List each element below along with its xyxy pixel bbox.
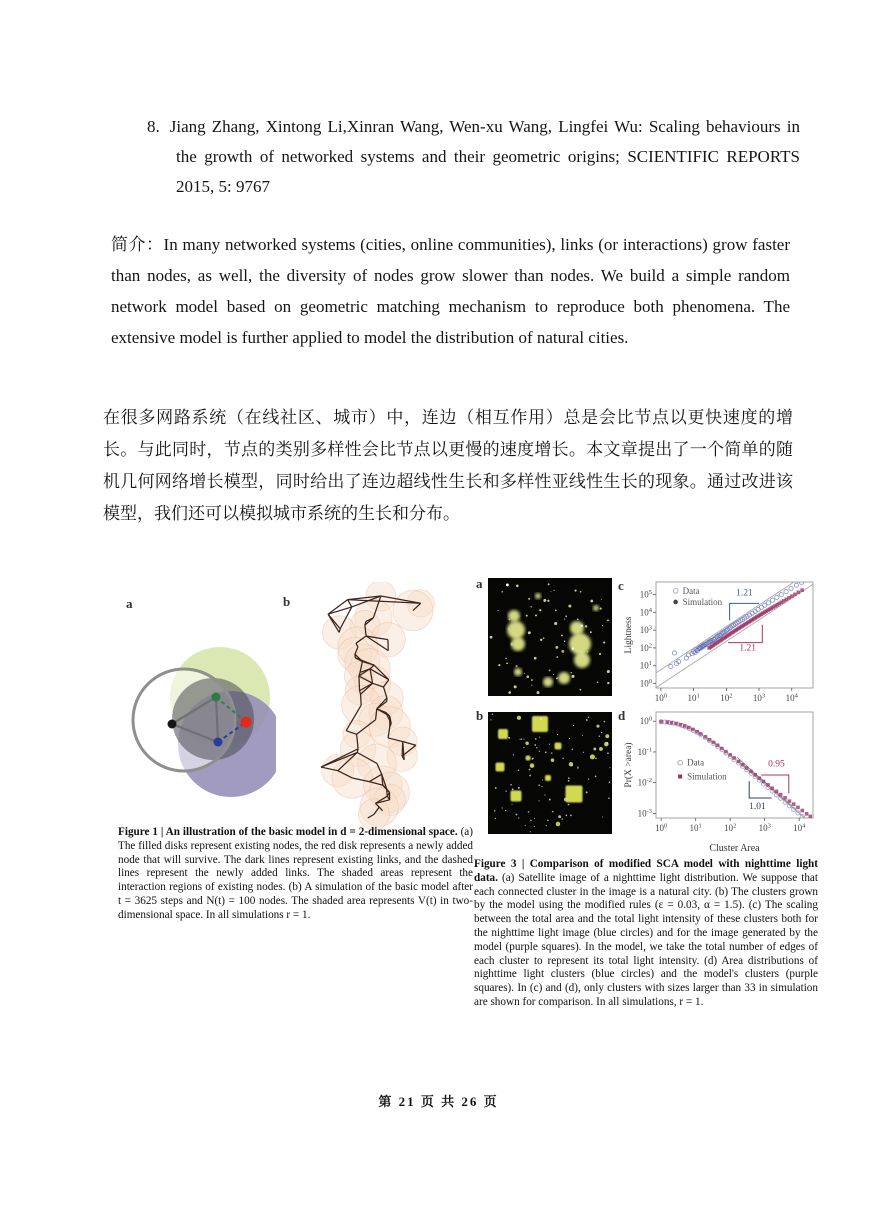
svg-text:Cluster Area: Cluster Area [709,843,760,854]
svg-text:101: $10^1$ [639,660,652,671]
svg-text:100: $10^0$ [639,678,652,689]
figure1-caption-body: (a) The filled disks represent existing nodes, the red disk represents a newly added node that will survive. The dark lines represent existing links, and the dashed lines represent the newly added links. The shaded areas represent the interaction regions of existing nodes. (b) A simulation of the basic model after t = 3625 steps and N(t) = 100 nodes. The shaded area represents V(t) in two-dimensional space. In all simulations r = 1. [118,826,473,921]
svg-text:102: $10^2$ [639,642,652,653]
figure1-caption [118,826,473,923]
svg-text:0.95: 0.95 [768,759,785,770]
svg-text:103: $10^3$ [758,822,771,833]
abstract-text: In many networked systems (cities, online communities), links (or interactions) grow faster than nodes, as well, the diversity of nodes grow slower than nodes. We build a simple random network model based on geometric matching mechanism to reproduce both phenomena. The extensive model is further applied to model the distribution of natural cities. [111,235,791,347]
svg-text:100: $10^0$ [655,822,668,833]
svg-text:10-1: $10^{-1}$ [637,746,652,757]
page-footer [0,1091,877,1110]
svg-text:101: $10^1$ [687,692,700,703]
svg-text:104: $10^4$ [793,822,806,833]
existing-node-black [168,720,177,729]
reference-item [147,112,800,202]
existing-node-green [212,693,221,702]
nighttime-light-satellite-image [488,578,612,696]
svg-text:Data: Data [687,757,705,768]
fig3-plot-area-distribution [622,706,818,854]
svg-text:Simulation: Simulation [687,771,727,782]
svg-text:10-2: $10^{-2}$ [637,777,652,788]
svg-text:103: $10^3$ [639,624,652,636]
figure1-panel-b-label: b [283,594,291,609]
figure3-caption-lead: Figure 3 | Comparison of modified SCA model with nighttime light data. [474,858,818,884]
svg-text:102: $10^2$ [720,692,733,703]
figure1-panel-b-network [278,582,470,832]
svg-text:Pr(X >area): Pr(X >area) [624,742,634,788]
reference-number: 8. [147,117,160,136]
abstract-label: 简介： [111,235,164,254]
figure3-panel-d-label: d [618,708,626,723]
existing-node-blue [214,738,223,747]
svg-text:100: $10^0$ [639,715,652,727]
new-node-red [241,717,252,728]
svg-text:105: $10^5$ [639,588,652,600]
reference-text: Jiang Zhang, Xintong Li,Xinran Wang, Wen-xu Wang, Lingfei Wu: Scaling behaviours in the growth of networked systems and their geometric origins; SCIENTIFIC REPORTS 2015, 5: 9767 [169,117,800,196]
figure1-panel-a-label: a [126,596,133,611]
svg-text:102: $10^2$ [724,822,737,833]
svg-text:104: $10^4$ [785,692,798,703]
svg-text:104: $10^4$ [639,606,652,618]
figure3-panel-b-label: b [476,708,484,723]
figure1-caption-lead: Figure 1 | An illustration of the basic model in d = 2-dimensional space. [118,826,458,838]
svg-text:1.01: 1.01 [749,801,766,812]
figure1-panel-a-diagram [128,640,276,804]
figure3-block [472,570,818,1040]
svg-text:Data: Data [682,585,700,596]
svg-text:Lightness: Lightness [624,616,634,654]
model-cluster-image [488,712,612,834]
svg-text:100: $10^0$ [654,692,668,703]
svg-text:Simulation: Simulation [682,596,723,607]
chinese-summary-text: 在很多网路系统（在线社区、城市）中，连边（相互作用）总是会比节点以更快速度的增长。与此同时，节点的类别多样性会比节点以更慢的速度增长。本文章提出了一个简单的随机几何网络增长模型，同时给出了连边超线性生长和多样性亚线性生长的现象。通过改进该模型，我们还可以模拟城市系统的生长和分布。 [103,408,793,523]
figure3-panel-c-label: c [618,578,624,593]
svg-text:101: $10^1$ [689,822,702,833]
svg-text:103: $10^3$ [752,692,766,703]
figure3-caption-body: (a) Satellite image of a nighttime light distribution. We suppose that each connected cluster in the image is a natural city. (b) The clusters grown by the model using the modified rules (ε = 0.03, α = 1.5). (c) The scaling between the total area and the total light intensity of these clusters both for the nighttime light image (blue circles) and for the image generated by the model (purple squares). In the model, we take the total number of edges of each cluster to represent its total light intensity. (d) Area distributions of nighttime light clusters (blue circles) and the model's clusters (purple squares). In (c) and (d), only clusters with sizes larger than 33 in simulation are shown for comparison. In all simulations, r = 1. [474,871,818,1008]
figure1-block [116,570,473,1030]
svg-text:1.21: 1.21 [736,588,753,599]
abstract-paragraph [111,229,790,353]
page-number-text: 第 21 页 共 26 页 [378,1094,499,1109]
fig3-plot-lightness-scaling [622,576,818,708]
figure3-caption [474,858,818,1010]
interaction-regions-diagram [128,640,276,804]
svg-text:10-3: $10^{-3}$ [637,807,652,819]
chinese-summary-paragraph [103,402,793,530]
figure3-panel-a-label: a [476,576,483,591]
svg-text:1.21: 1.21 [739,643,757,654]
